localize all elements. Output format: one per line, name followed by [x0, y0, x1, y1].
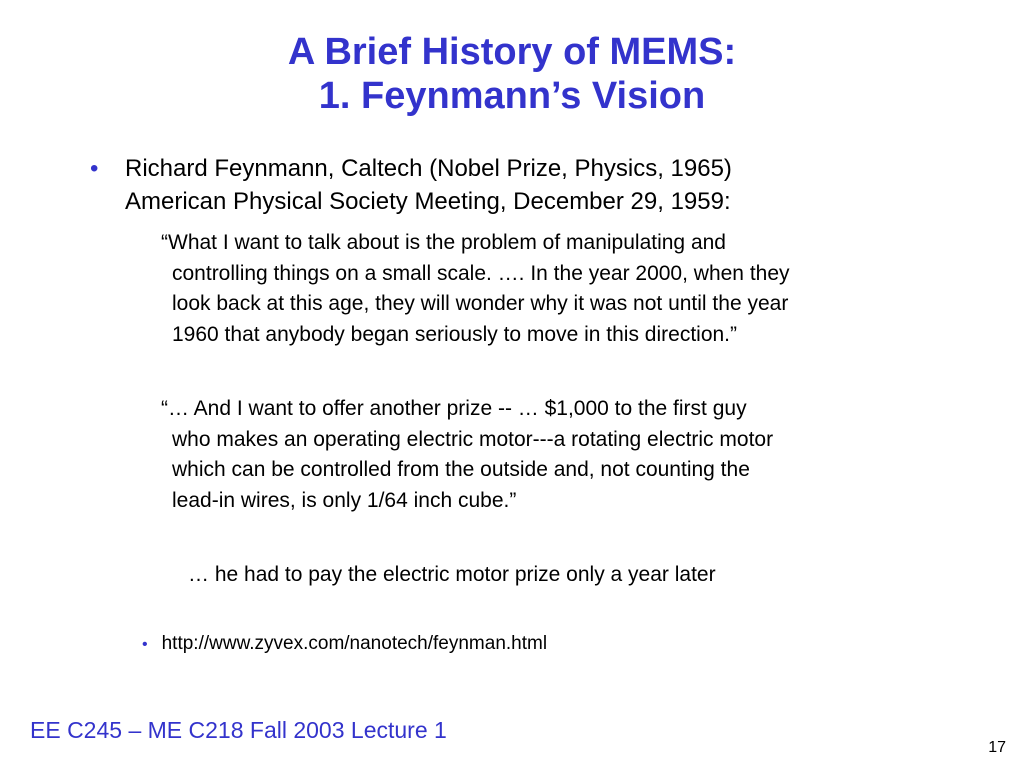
quote-1-line: controlling things on a small scale. …. In the year 2000, when they [172, 261, 790, 285]
quote-1-line: 1960 that anybody began seriously to move in this direction.” [172, 322, 738, 346]
feynman-link[interactable]: http://www.zyvex.com/nanotech/feynman.html [161, 633, 548, 654]
quote-2-line: “… And I want to offer another prize -- … $1,000 to the first guy [161, 397, 747, 420]
slide-title [0, 30, 1024, 118]
quote-2-line: who makes an operating electric motor---a rotating electric motor [172, 427, 774, 451]
title-line-2: 1. Feynmann’s Vision [318, 75, 706, 117]
main-bullet-line-1: Richard Feynmann, Caltech (Nobel Prize, Physics, 1965) [125, 155, 732, 182]
bullet-marker: • [142, 636, 148, 653]
quote-block-2 [161, 394, 773, 516]
quote-1-line: “What I want to talk about is the problem of manipulating and [161, 231, 726, 254]
bullet-marker: • [90, 155, 99, 182]
quote-block-1 [161, 228, 790, 350]
link-bullet [142, 631, 547, 658]
quote-2-line: which can be controlled from the outside and, not counting the [172, 458, 750, 481]
main-bullet-line-2: American Physical Society Meeting, December 29, 1959: [125, 188, 731, 215]
title-line-1: A Brief History of MEMS: [287, 31, 737, 73]
lecture-footer: EE C245 – ME C218 Fall 2003 Lecture 1 [30, 717, 447, 743]
quote-1-line: look back at this age, they will wonder why it was not until the year [172, 292, 789, 315]
page-number: 17 [988, 739, 1006, 756]
main-bullet [90, 152, 732, 218]
motor-prize-note: … he had to pay the electric motor prize only a year later [188, 563, 716, 586]
quote-2-line: lead-in wires, is only 1/64 inch cube.” [172, 488, 517, 512]
